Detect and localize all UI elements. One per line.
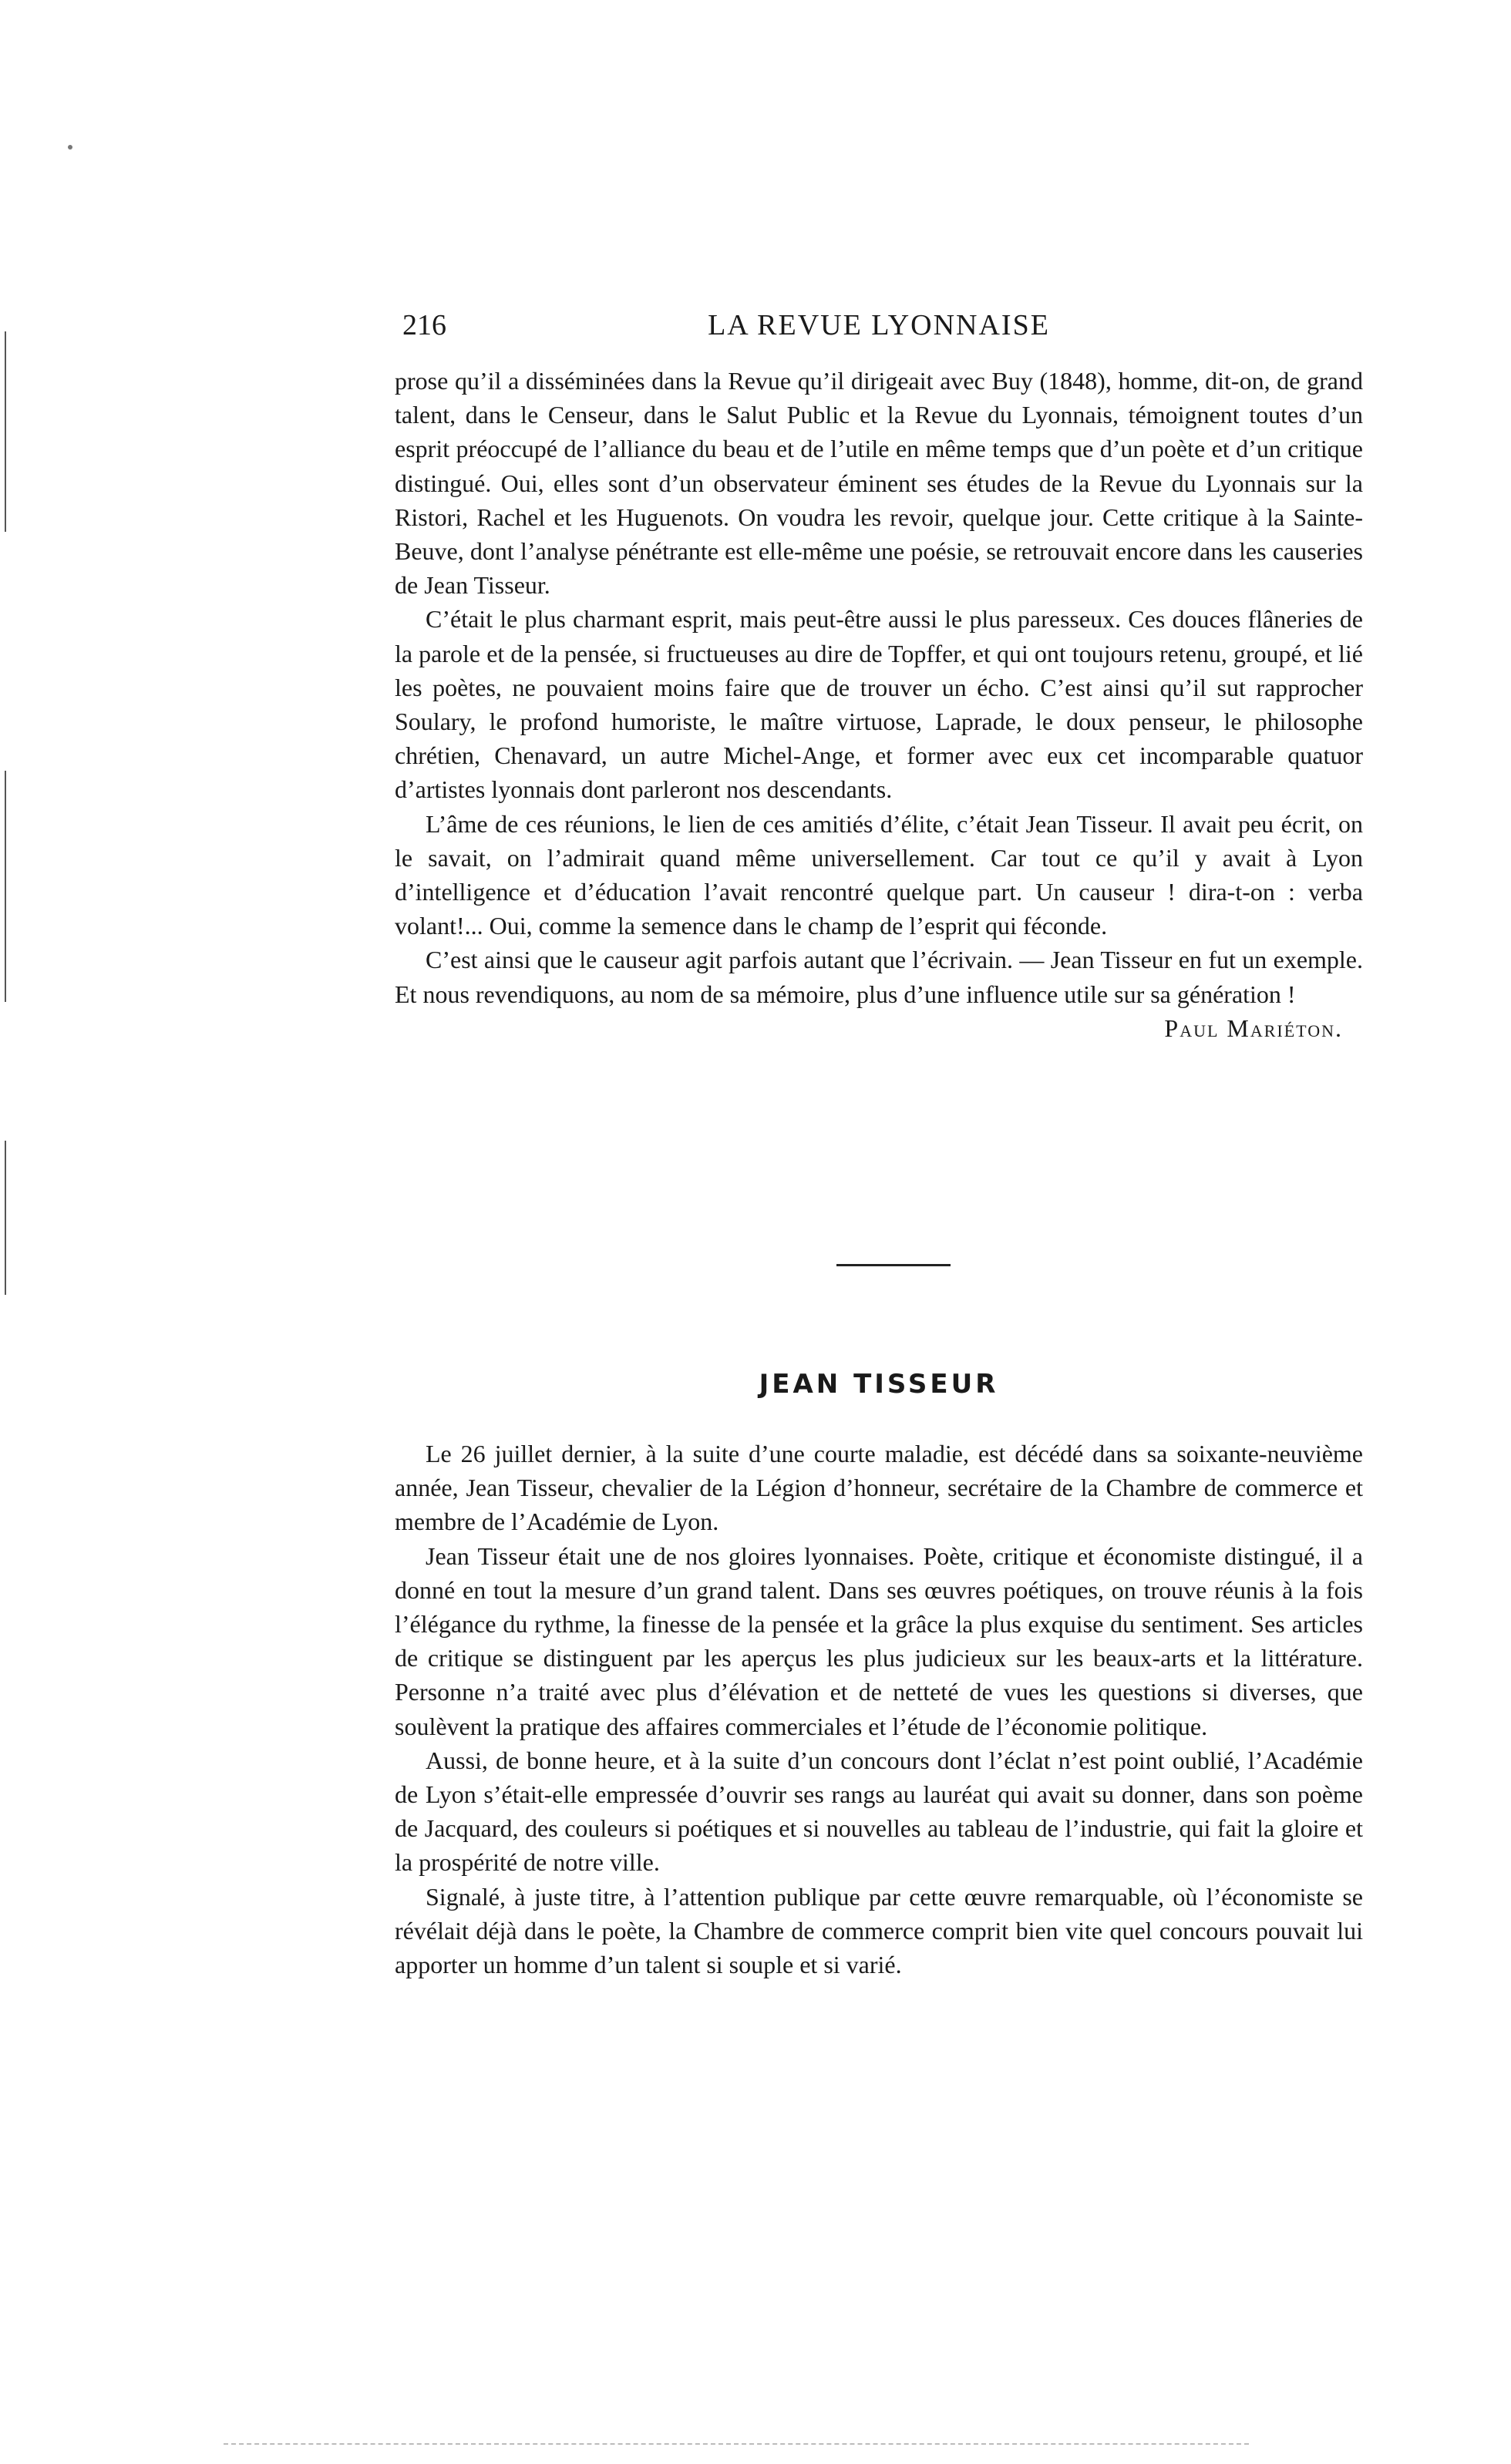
running-title: LA REVUE LYONNAISE bbox=[708, 309, 1050, 341]
paragraph: Jean Tisseur était une de nos gloires lyonnaises. Poète, critique et économiste distingué, il a donné en tout la mesure d’un grand talent. Dans ses œuvres poétiques, on trouve réunis à la fois l’élégance du rythme, la finesse de la pensée et la grâce la plus exquise du sentiment. Ses articles de critique se distinguent par les aperçus les plus judicieux sur les beaux-arts et la littérature. Personne n’a traité avec plus d’élévation et de netteté de vues les questions si diverses, que soulèvent la pratique des affaires commerciales et l’étude de l’économie politique. bbox=[395, 1541, 1363, 1740]
obituary-article bbox=[395, 1437, 1363, 1982]
margin-scan-line bbox=[5, 771, 6, 1002]
margin-scan-line bbox=[5, 1141, 6, 1295]
paragraph: Signalé, à juste titre, à l’attention publique par cette œuvre remarquable, où l’économiste se révélait déjà dans le poète, la Chambre de commerce comprit bien vite quel concours pouvait lui apporter un homme d’un talent si souple et si varié. bbox=[395, 1882, 1363, 1979]
paragraph: prose qu’il a disséminées dans la Revue qu’il dirigeait avec Buy (1848), homme, dit-on, de grand talent, dans le Censeur, dans le Salut Public et la Revue du Lyonnais, témoignent toutes d’un esprit préoccupé de l’alliance du beau et de l’utile en même temps que d’un poète et d’un critique distingué. Oui, elles sont d’un observateur éminent ses études de la Revue du Lyonnais sur la Ristori, Rachel et les Huguenots. On voudra les revoir, quelque jour. Cette critique à la Sainte-Beuve, dont l’analyse pénétrante est elle-même une poésie, se retrouvait encore dans les causeries de Jean Tisseur. bbox=[395, 367, 1363, 600]
author-signature: Paul Mariéton. bbox=[1164, 1014, 1343, 1042]
margin-scan-line bbox=[5, 331, 6, 532]
section-title: JEAN TISSEUR bbox=[759, 1369, 999, 1400]
page-number: 216 bbox=[402, 309, 446, 341]
section-divider bbox=[836, 1264, 951, 1266]
paragraph: Le 26 juillet dernier, à la suite d’une courte maladie, est décédé dans sa soixante-neuvième année, Jean Tisseur, chevalier de la Légion d’honneur, secrétaire de la Chambre de commerce et membre de l’Académie de Lyon. bbox=[395, 1440, 1363, 1536]
page-edge-noise bbox=[224, 2443, 1249, 2446]
paragraph: Aussi, de bonne heure, et à la suite d’un concours dont l’éclat n’est point oublié, l’Académie de Lyon s’était-elle empressée d’ouvrir ses rangs au lauréat qui avait su donner, dans son poème de Jacquard, des couleurs si poétiques et si nouvelles au tableau de l’industrie, qui fait la gloire et la prospérité de notre ville. bbox=[395, 1746, 1363, 1877]
scan-speck bbox=[68, 145, 72, 150]
paragraph: C’est ainsi que le causeur agit parfois autant que l’écrivain. — Jean Tisseur en fut un exemple. Et nous revendiquons, au nom de sa mémoire, plus d’une influence utile sur sa génération ! bbox=[395, 946, 1363, 1008]
paragraph: L’âme de ces réunions, le lien de ces amitiés d’élite, c’était Jean Tisseur. Il avait peu écrit, on le savait, on l’admirait quand même universellement. Car tout ce qu’il y avait à Lyon d’intelligence et d’éducation l’avait rencontré quelque part. Un causeur ! dira-t-on : verba volant!... Oui, comme la semence dans le champ de l’esprit qui féconde. bbox=[395, 809, 1363, 940]
article-continuation bbox=[395, 364, 1363, 1043]
running-header bbox=[395, 308, 1363, 355]
paragraph: C’était le plus charmant esprit, mais peut-être aussi le plus paresseux. Ces douces flâneries de la parole et de la pensée, si fructueuses au dire de Topffer, et qui ont toujours retenu, groupé, et lié les poètes, ne pouvaient moins faire que de trouver un écho. C’est ainsi qu’il sut rapprocher Soulary, le profond humoriste, le maître virtuose, Laprade, le doux penseur, le philosophe chrétien, Chenavard, un autre Michel-Ange, et former avec eux cet incomparable quatuor d’artistes lyonnais dont parleront nos descendants. bbox=[395, 605, 1363, 804]
